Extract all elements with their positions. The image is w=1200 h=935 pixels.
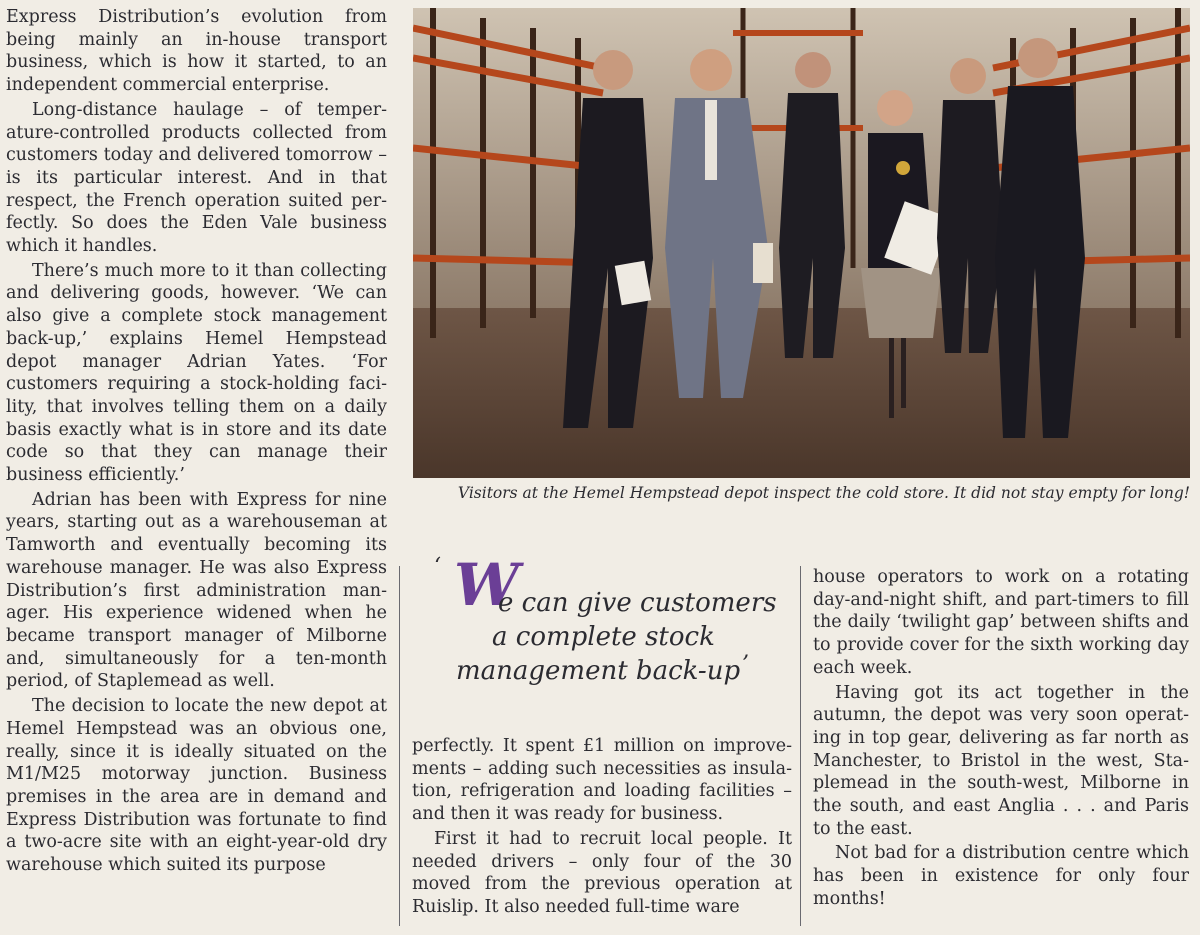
pull-quote-drop-cap: W — [454, 551, 520, 619]
paragraph: Having got its act together in the autumn, the depot was very soon operating in top gear, delivering as far north as Manchester, to Bristol in the west, Staplemead in the south-west, Milborne in the south, and east Anglia . . . and Paris to the east. — [813, 682, 1189, 839]
paragraph: Express Distribution’s evolution from being mainly an in-house transport business, which is how it started, to an independent commercial enterprise. — [6, 7, 387, 96]
left-article-column — [6, 6, 387, 877]
paragraph: First it had to recruit local people. It needed drivers – only four of the 30 moved from the previous operation at Ruislip. It also needed full-time ware — [412, 828, 792, 917]
pull-quote-close-mark: ’ — [742, 652, 749, 677]
paragraph: Adrian has been with Express for nine years, starting out as a warehouseman at Tamworth and eventually becoming its warehouse manager. He was also Express Distribution’s first administration manager. His experience widened when he became transport manager of Milborne and, simultaneously for a ten-month period, of Staplemead as well. — [6, 489, 387, 692]
cold-store-photo — [413, 8, 1190, 478]
right-article-column — [813, 566, 1189, 911]
paragraph: house operators to work on a rotating day-and-night shift, and part-timers to fill the daily ‘twilight gap’ between shifts and to provide cover for the sixth working day each week. — [813, 567, 1189, 678]
photo-illustration — [413, 8, 1190, 478]
column-divider — [399, 566, 400, 926]
pull-quote — [412, 548, 798, 718]
paragraph: perfectly. It spent £1 million on improvements – adding such necessities as insulation, refrigeration and loading facilities – and then it was ready for business. — [412, 736, 792, 825]
pull-quote-line: management back-up — [456, 656, 741, 686]
paragraph: There’s much more to it than collecting and delivering goods, however. ‘We can also give a complete stock management back-up,’ explains Hemel Hempstead depot manager Adrian Yates. ‘For customers requiring a stock-holding facility, that involves telling them on a daily basis exactly what is in store and its date code so that they can manage their business efficiently.’ — [6, 260, 387, 486]
middle-article-column — [412, 735, 792, 919]
column-divider — [800, 566, 801, 926]
photo-caption: Visitors at the Hemel Hempstead depot inspect the cold store. It did not stay empty for long! — [457, 484, 1190, 502]
paragraph: Not bad for a distribution centre which has been in existence for only four months! — [813, 843, 1189, 909]
paragraph: The decision to locate the new depot at Hemel Hempstead was an obvious one, really, since it is ideally situated on the M1/M25 motorway junction. Business premises in the area are in demand and Express Distribution was fortunate to find a two-acre site with an eight-year-old dry warehouse which suited its purpose — [6, 696, 387, 876]
pull-quote-line: a complete stock — [492, 622, 715, 652]
pull-quote-open-mark: ‘ — [434, 554, 441, 579]
pull-quote-line: e can give customers — [498, 588, 777, 618]
paragraph: Long-distance haulage – of temperature-controlled products collected from customers today and delivered tomorrow – is its particular interest. And in that respect, the French operation suited perfectly. So does the Eden Vale business which it handles. — [6, 99, 387, 257]
